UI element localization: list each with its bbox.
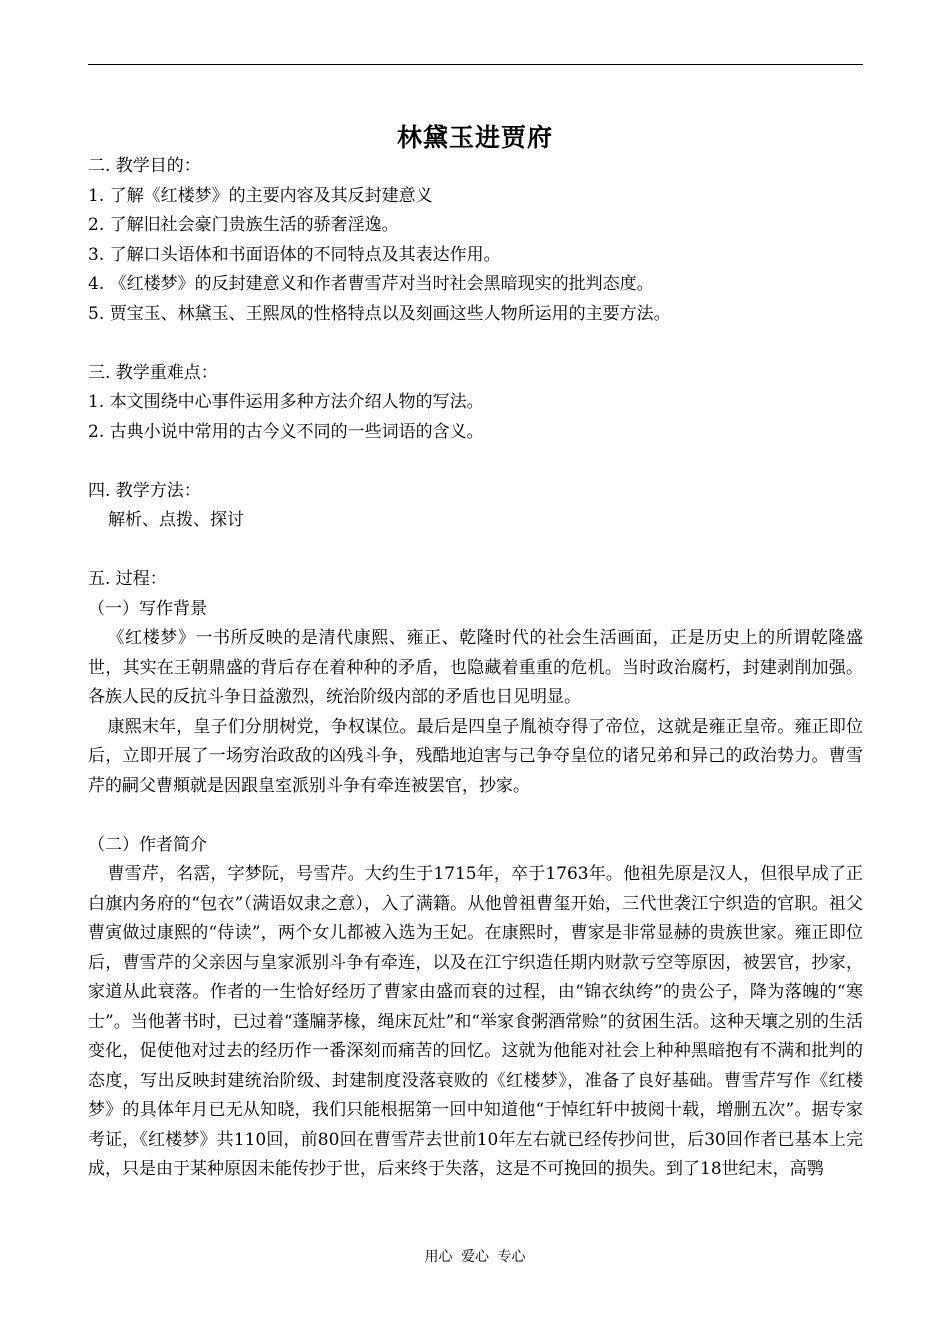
spacer	[88, 536, 863, 566]
key-point-item: 2. 古典小说中常用的古今义不同的一些词语的含义。	[88, 421, 484, 442]
objective-item: 4. 《红楼梦》的反封建意义和作者曹雪芹对当时社会黑暗现实的批判态度。	[88, 274, 654, 294]
page-title: 林黛玉进贾府	[396, 123, 553, 152]
subsection-heading-background: （一）写作背景	[88, 598, 207, 619]
section-heading-methods: 四. 教学方法：	[88, 480, 201, 501]
objective-item: 3. 了解口头语体和书面语体的不同特点及其表达作用。	[88, 244, 501, 265]
objective-item: 2. 了解旧社会豪门贵族生活的骄奢淫逸。	[88, 215, 399, 235]
objective-item: 5. 贾宝玉、林黛玉、王熙凤的性格特点以及刻画这些人物所运用的主要方法。	[88, 303, 671, 324]
key-point-item: 1. 本文围绕中心事件运用多种方法介绍人物的写法。	[88, 392, 484, 412]
page-footer: 用心 爱心 专心	[424, 1249, 526, 1265]
background-paragraph: 《红楼梦》一书所反映的是清代康熙、雍正、乾隆时代的社会生活画面，正是历史上的所谓乾隆盛世，其实在王朝鼎盛的背后存在着种种的矛盾，也隐藏着重重的危机。当时政治腐朽，封建剥削加强。各族人民的反抗斗争日益激烈，统治阶级内部的矛盾也日见明显。	[88, 628, 863, 707]
subsection-heading-author: （二）作者简介	[88, 834, 207, 855]
section-heading-objectives: 二. 教学目的：	[88, 156, 201, 176]
section-heading-process: 五. 过程：	[88, 569, 167, 589]
author-paragraph: 曹雪芹，名霑，字梦阮，号雪芹。大约生于1715年，卒于1763年。他祖先原是汉人，但很早成了正白旗内务府的“包衣”（满语奴隶之意），入了满籍。从他曾祖曹玺开始，三代世袭江宁织造的官职。祖父曹寅做过康熙的“侍读”，两个女儿都被入选为王妃。在康熙时，曹家是非常显赫的贵族世家。雍正即位后，曹雪芹的父亲因与皇家派别斗争有牵连，以及在江宁织造任期内财款亏空等原因，被罢官，抄家，家道从此衰落。作者的一生恰好经历了曹家由盛而衰的过程，由“锦衣纨绔”的贵公子，降为落魄的“寒士”。当他著书时，已过着“蓬牖茅椽，绳床瓦灶”和“举家食粥酒常赊”的贫困生活。这种天壤之别的生活变化，促使他对过去的经历作一番深刻而痛苦的回忆。这就为他能对社会上种种黑暗抱有不满和批判的态度，写出反映封建统治阶级、封建制度没落衰败的《红楼梦》，准备了良好基础。曹雪芹写作《红楼梦》的具体年月已无从知晓，我们只能根据第一回中知道他“于悼红轩中披阅十载，增删五次”。据专家考证，《红楼梦》共110回，前80回在曹雪芹去世前10年左右就已经传抄问世，后30回作者已基本上完成，只是由于某种原因未能传抄于世，后来终于失落，这是不可挽回的损失。到了18世纪末，高鹗	[88, 864, 863, 1179]
spacer	[88, 801, 863, 831]
document-body	[88, 152, 863, 1185]
background-paragraph: 康熙末年，皇子们分朋树党，争权谋位。最后是四皇子胤祯夺得了帝位，这就是雍正皇帝。雍正即位后，立即开展了一场穷治政敌的凶残斗争，残酷地迫害与己争夺皇位的诸兄弟和异己的政治势力。曹雪芹的嗣父曹頫就是因跟皇室派别斗争有牵连被罢官，抄家。	[88, 716, 863, 796]
methods-text: 解析、点拨、探讨	[108, 510, 244, 530]
spacer	[88, 447, 863, 477]
header-rule	[88, 64, 863, 65]
section-heading-key-points: 三. 教学重难点：	[88, 362, 218, 383]
spacer	[88, 329, 863, 359]
objective-item: 1. 了解《红楼梦》的主要内容及其反封建意义	[88, 185, 433, 206]
